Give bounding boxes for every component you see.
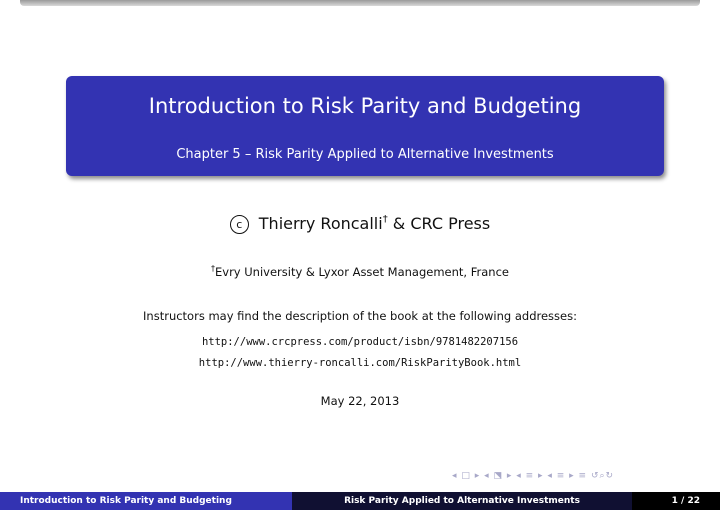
author-publisher: & CRC Press (392, 214, 491, 233)
footer-bar (0, 492, 720, 510)
instructions-text: Instructors may find the description of the book at the following addresses: (143, 309, 577, 323)
footer-chapter: Risk Parity Applied to Alternative Investments (292, 492, 632, 510)
presentation-subtitle: Chapter 5 – Risk Parity Applied to Alternative Investments (176, 147, 554, 162)
affiliation-text: Evry University & Lyxor Asset Management, France (215, 265, 509, 279)
presentation-date: May 22, 2013 (320, 394, 400, 408)
affiliation (0, 264, 720, 279)
copyright-icon: c (230, 215, 249, 234)
beamer-navigation-icons[interactable]: ◂ □ ▸ ◂ ⬔ ▸ ◂ ≡ ▸ ◂ ≡ ▸ ≡ ↺⌕↻ (452, 471, 615, 481)
author-line (0, 214, 720, 234)
url-link-crcpress[interactable]: http://www.crcpress.com/product/isbn/9781482207156 (201, 336, 519, 348)
url-link-roncalli[interactable]: http://www.thierry-roncalli.com/RiskParityBook.html (198, 357, 522, 369)
footer-page-number: 1 / 22 (632, 492, 720, 510)
affiliation-dagger: † (211, 264, 215, 273)
presentation-title: Introduction to Risk Parity and Budgeting (148, 94, 582, 118)
author-name: Thierry Roncalli (258, 214, 383, 233)
author-dagger: † (382, 214, 388, 225)
title-block (66, 76, 664, 176)
top-decoration-bar (20, 0, 700, 6)
footer-title: Introduction to Risk Parity and Budgeting (0, 492, 292, 510)
